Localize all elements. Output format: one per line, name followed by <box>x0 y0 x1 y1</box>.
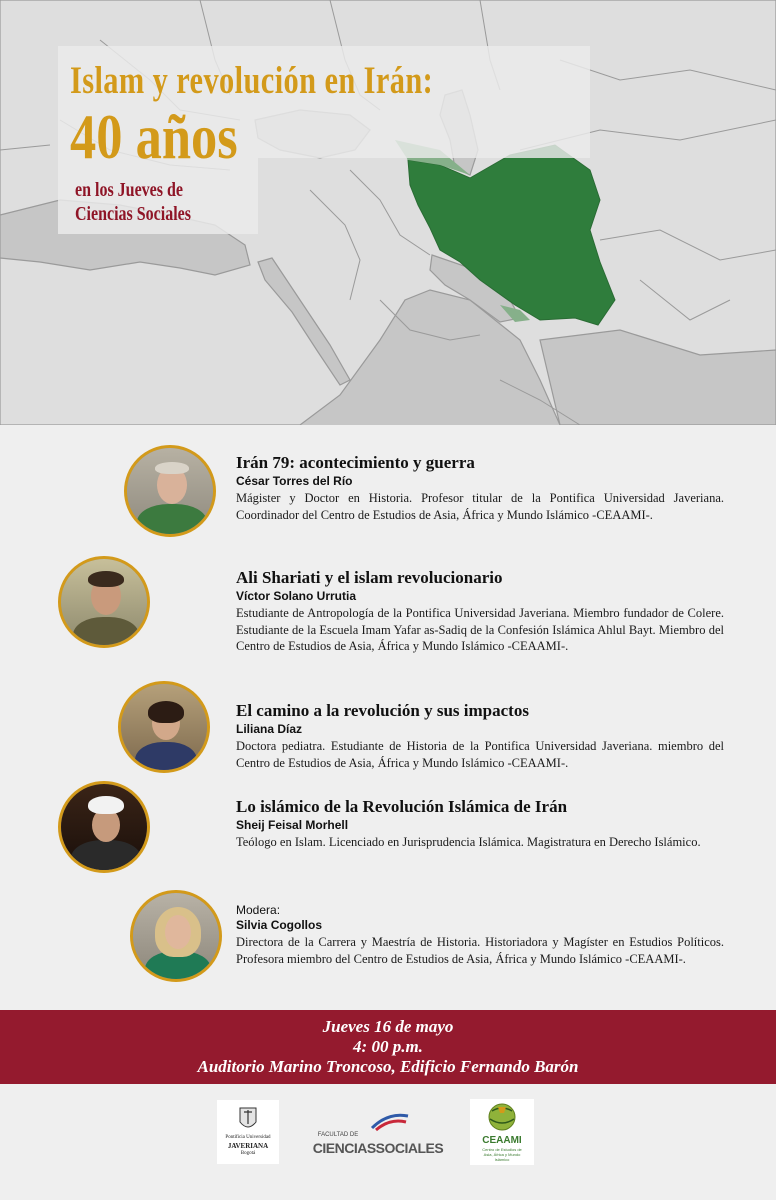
speaker-bio-4: Teólogo en Islam. Licenciado en Jurisprudencia Islámica. Magistratura en Derecho Islámico. <box>236 835 701 849</box>
event-venue: Auditorio Marino Troncoso, Edificio Fernando Barón <box>197 1057 579 1076</box>
speaker-photo-1 <box>124 445 216 537</box>
speaker-bio-3: Doctora pediatra. Estudiante de Historia de la Pontifica Universidad Javeriana. miembro del Centro de Estudios de Asia, África y Mundo Islámico -CEAAMI-. <box>236 739 724 770</box>
moderator-label: Modera: <box>236 903 281 917</box>
event-date: Jueves 16 de mayo <box>322 1017 454 1036</box>
speaker-bio-2: Estudiante de Antropología de la Pontifica Universidad Javeriana. Miembro fundador de Colere. Estudiante de la Escuela Imam Yafar as-Sadiq de la Confesión Islámica Ahlul Bayt. Miembro del Centro de Estudios de Asia, África y Mundo Islámico -CEAAMI-. <box>236 606 724 653</box>
moderator-photo <box>130 890 222 982</box>
talk-title-1: Irán 79: acontecimiento y guerra <box>236 453 475 472</box>
javeriana-crest-icon <box>217 1104 279 1134</box>
ciencias-sociales-swoosh-icon <box>370 1110 410 1132</box>
page-subtitle <box>75 178 191 226</box>
event-time: 4: 00 p.m. <box>353 1037 423 1056</box>
moderator-bio: Directora de la Carrera y Maestría de Historia. Historiadora y Magíster en Estudios Políticos. Profesora miembro del Centro de Estudios de Asia, África y Mundo Islámico -CEAAMI-. <box>236 935 724 966</box>
moderator-name: Silvia Cogollos <box>236 918 323 932</box>
ciencias-sociales-logo <box>300 1110 456 1158</box>
event-info-band <box>0 1010 776 1084</box>
speaker-bio-1: Mágister y Doctor en Historia. Profesor titular de la Pontifica Universidad Javeriana. Coordinador del Centro de Estudios de Asia, África y Mundo Islámico -CEAAMI-. <box>236 491 724 522</box>
speaker-photo-4 <box>58 781 150 873</box>
speaker-photo-2 <box>58 556 150 648</box>
speaker-photo-3 <box>118 681 210 773</box>
javeriana-logo-line2: JAVERIANA <box>227 1142 269 1150</box>
subtitle-line-1: en los Jueves de <box>75 179 183 201</box>
speaker-name-4: Sheij Feisal Morhell <box>236 818 349 832</box>
speaker-name-1: César Torres del Río <box>236 474 353 488</box>
page-title: Islam y revolución en Irán: <box>70 59 434 102</box>
ceaami-logo <box>470 1099 534 1165</box>
javeriana-logo-line3: Bogotá <box>240 1151 256 1156</box>
speaker-name-2: Víctor Solano Urrutia <box>236 589 357 603</box>
ciencias-sociales-line1: FACULTAD DE <box>317 1132 359 1138</box>
ciencias-sociales-line2: CIENCIASSOCIALES <box>312 1140 444 1156</box>
talk-title-4: Lo islámico de la Revolución Islámica de Irán <box>236 797 568 816</box>
ceaami-globe-icon <box>470 1101 534 1135</box>
talk-title-3: El camino a la revolución y sus impactos <box>236 701 529 720</box>
speaker-name-3: Liliana Díaz <box>236 722 303 736</box>
subtitle-line-2: Ciencias Sociales <box>75 203 191 225</box>
javeriana-logo-line1: Pontificia Universidad <box>225 1135 271 1140</box>
ceaami-logo-line1: CEAAMI <box>482 1135 522 1146</box>
page-title-years: 40 años <box>70 101 238 172</box>
talk-title-2: Ali Shariati y el islam revolucionario <box>236 568 503 587</box>
ceaami-logo-line2: Centro de Estudios de Asia, África y Mundo Islámico <box>482 1147 522 1162</box>
